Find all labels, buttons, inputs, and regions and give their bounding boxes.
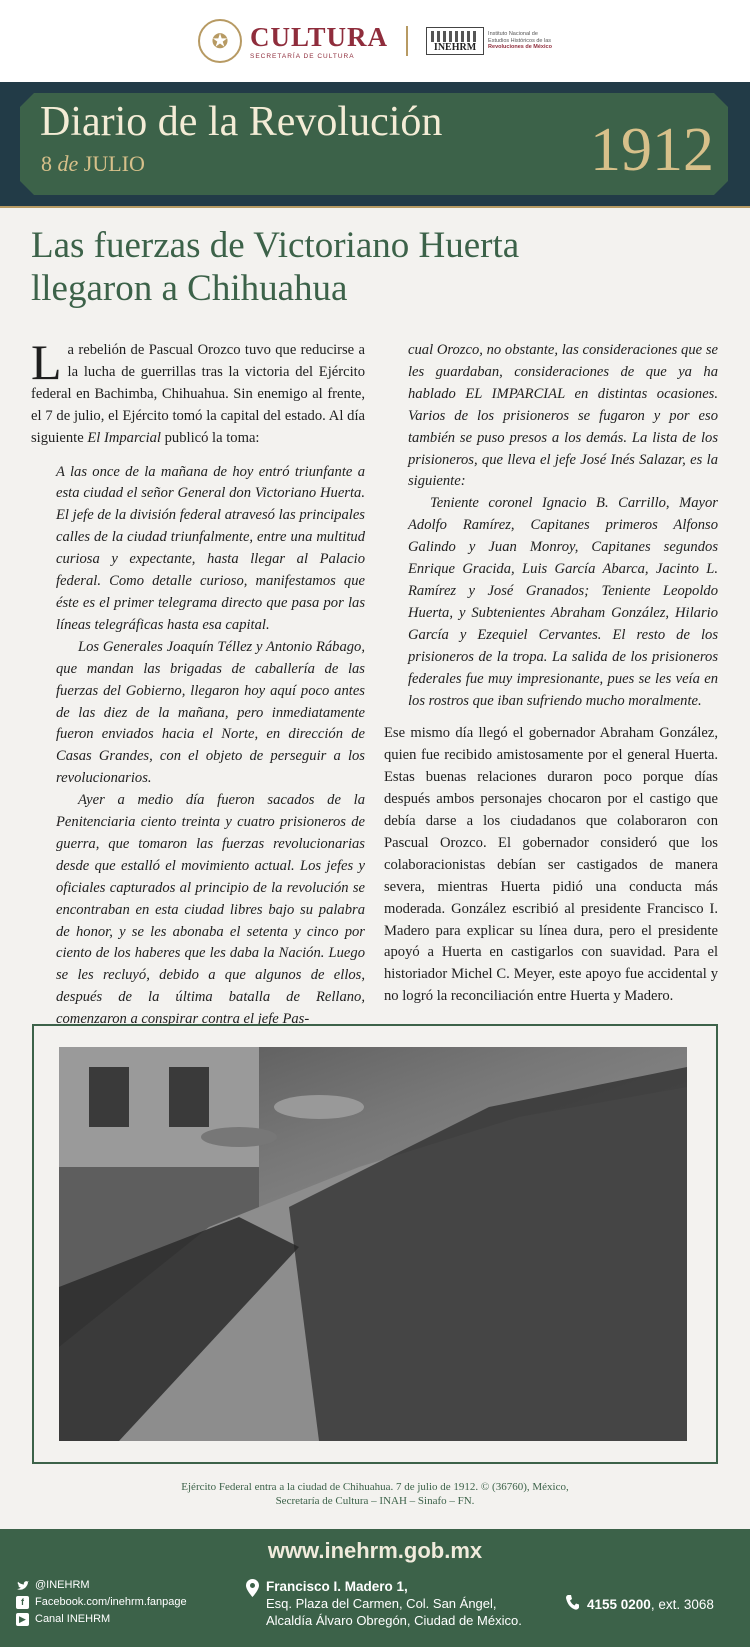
location-pin-icon [246,1579,260,1629]
logo-band [0,0,750,82]
facebook-link[interactable] [16,1594,187,1611]
address-text [266,1578,522,1629]
inehrm-building-icon [431,31,479,42]
diary-title: Diario de la Revolución [40,99,443,145]
caption-line-2: Secretaría de Cultura – INAH – Sinafo – FN. [275,1495,475,1507]
photo-caption [100,1480,650,1508]
headline-line-1: Las fuerzas de Victoriano Huerta [31,225,520,266]
date-month: JULIO [83,151,145,176]
historic-photo [59,1047,687,1441]
logo-row [198,18,570,64]
website-link[interactable]: www.inehrm.gob.mx [267,1538,483,1563]
phone-number: 4155 0200 [587,1596,651,1612]
date-de: de [57,151,79,176]
twitter-link[interactable] [16,1577,187,1594]
photo-illustration [59,1047,687,1441]
twitter-handle: @INEHRM [35,1579,90,1591]
inehrm-line-2: Estudios Históricos de las [488,37,552,44]
inehrm-line-3: Revoluciones de México [488,44,552,51]
intro-paragraph [31,334,365,450]
quote-paragraph-3: Ayer a medio día fueron sacados de la Penitenciaria ciento treinta y cuatro prisioneros de guerra, que tomaron las fuerzas revolucionarias desde que estalló el movimiento actual. Los jefes y oficiales capturados al principio de la revolución se encontraban en esta ciudad libres bajo su palabra de honor, y se les abonaba el setenta y cinco por ciento de los haberes que les daba la Nación. Luego se les recluyó, debido a que algunos de ellos, después de la última batalla de Rellano, comenzaron a conspirar contra el jefe Pas- [56,792,365,1028]
address-line-3: Alcaldía Álvaro Obregón, Ciudad de México. [266,1613,522,1628]
intro-end: publicó la toma: [160,429,260,446]
cavalry-column [289,1067,687,1441]
date-day: 8 [41,151,52,176]
inehrm-line-1: Instituto Nacional de [488,31,538,38]
logo-divider [406,26,408,56]
gold-divider [0,206,750,208]
facebook-url: Facebook.com/inehrm.fanpage [35,1596,187,1608]
quote-paragraph-2: Los Generales Joaquín Téllez y Antonio Rábago, que mandan las brigadas de caballería de las fuerzas del Gobierno, llegaron hoy aquí poco antes de las diez de la mañana, pero inmediatamente fueron enviados hacia el Norte, en dirección de Casas Grandes, con el objeto de perseguir a los revolucionarios. [56,638,365,787]
cultura-subtitle: SECRETARÍA DE CULTURA [250,52,355,60]
building-window [89,1067,129,1127]
closing-paragraph: Ese mismo día llegó el gobernador Abraham González, quien fue recibido amistosamente por el general Huerta. Estas buenas relaciones duraron poco porque días después ambos personajes chocaron por el castigo que debía darse a los ciudadanos que colaboraron con Pascual Orozco. El gobernador consideró que los colaboracionistas debían ser castigados de manera severa, mientras Huerta pidió una conducta más moderada. González escribió al presidente Francisco I. Madero para explicar su línea dura, pero el presidente apoyó a Huerta en castigarlos con suavidad. Para el historiador Michel C. Meyer, este apoyo fue accidental y no logró la reconciliación entre Huerta y Madero. [384,725,718,1005]
footer [0,1529,750,1647]
diary-year: 1912 [590,116,714,184]
cultura-wordmark: CULTURA [250,21,389,52]
article-column-right [384,340,718,1008]
intro-source: El Imparcial [87,429,161,446]
awning [274,1095,364,1119]
quote-paragraph-3-continued: cual Orozco, no obstante, las consideraciones que se les guardaban, consideraciones de que ya ha hablado EL IMPARCIAL en distintas ocasiones. Varios de los prisioneros se fugaron y por eso también se puso presos a los demás. La lista de los prisioneros, que lleva el jefe José Inés Salazar, es la siguiente: [408,342,718,490]
headline-line-2: llegaron a Chihuahua [31,268,348,309]
youtube-channel: Canal INEHRM [35,1613,111,1625]
quote-paragraph-4: Teniente coronel Ignacio B. Carrillo, Mayor Adolfo Ramírez, Capitanes primeros Alfonso Galindo y Juan Monroy, Capitanes segundos Enrique Gracida, Luis García Abarca, Jacinto L. Ramírez y José Granados; Teniente Leopoldo Huerta, y Subtenientes Abraham González, Hilario García y Ezequiel Cervantes. El resto de los prisioneros de la tropa. La salida de los prisioneros federales fue muy impresionante, pues se les veía en los rostros que iban sufriendo mucho moralmente. [408,495,718,709]
address-block [246,1578,522,1629]
address-street: Francisco I. Madero 1, [266,1579,408,1594]
cultura-logo[interactable] [250,23,388,60]
article-column-left [31,334,365,1031]
inehrm-wordmark: INEHRM [433,42,477,53]
phone-icon [566,1595,579,1613]
inehrm-fullname [488,31,570,51]
article-headline [31,224,671,310]
phone-block[interactable] [566,1595,714,1613]
quote-paragraph-1: A las once de la mañana de hoy entró triunfante a esta ciudad el señor General don Victoriano Huerta. El jefe de la división federal atravesó las principales calles de la ciudad triunfalmente, entre una multitud curiosa y expectante, hasta llegar al Palacio federal. Como detalle curioso, manifestamos que éste es el primer telegrama directo que pasa por las líneas telegráficas hasta esa capital. [56,463,365,633]
awning [201,1127,277,1147]
social-links [16,1577,187,1628]
caption-line-1: Ejército Federal entra a la ciudad de Chihuahua. 7 de julio de 1912. © (36760), México, [181,1481,569,1493]
inehrm-logo[interactable] [426,27,484,55]
phone-extension: , ext. 3068 [650,1596,714,1612]
facebook-icon: f [16,1596,29,1609]
twitter-icon [16,1579,29,1592]
address-line-2: Esq. Plaza del Carmen, Col. San Ángel, [266,1596,497,1611]
building-window [169,1067,209,1127]
youtube-icon: ▶ [16,1613,29,1626]
diary-date [41,150,145,178]
intro-text: a rebelión de Pascual Orozco tuvo que reducirse a la lucha de guerrillas tras la victoria del Ejército federal en Bachimba, Chihuahua. Sin enemigo al frente, el 7 de julio, el Ejército tomó la capital del estado. Al día siguiente [31,342,365,446]
youtube-link[interactable] [16,1611,187,1628]
eagle-seal-icon: ✪ [198,19,242,63]
drop-cap: L [31,334,62,390]
